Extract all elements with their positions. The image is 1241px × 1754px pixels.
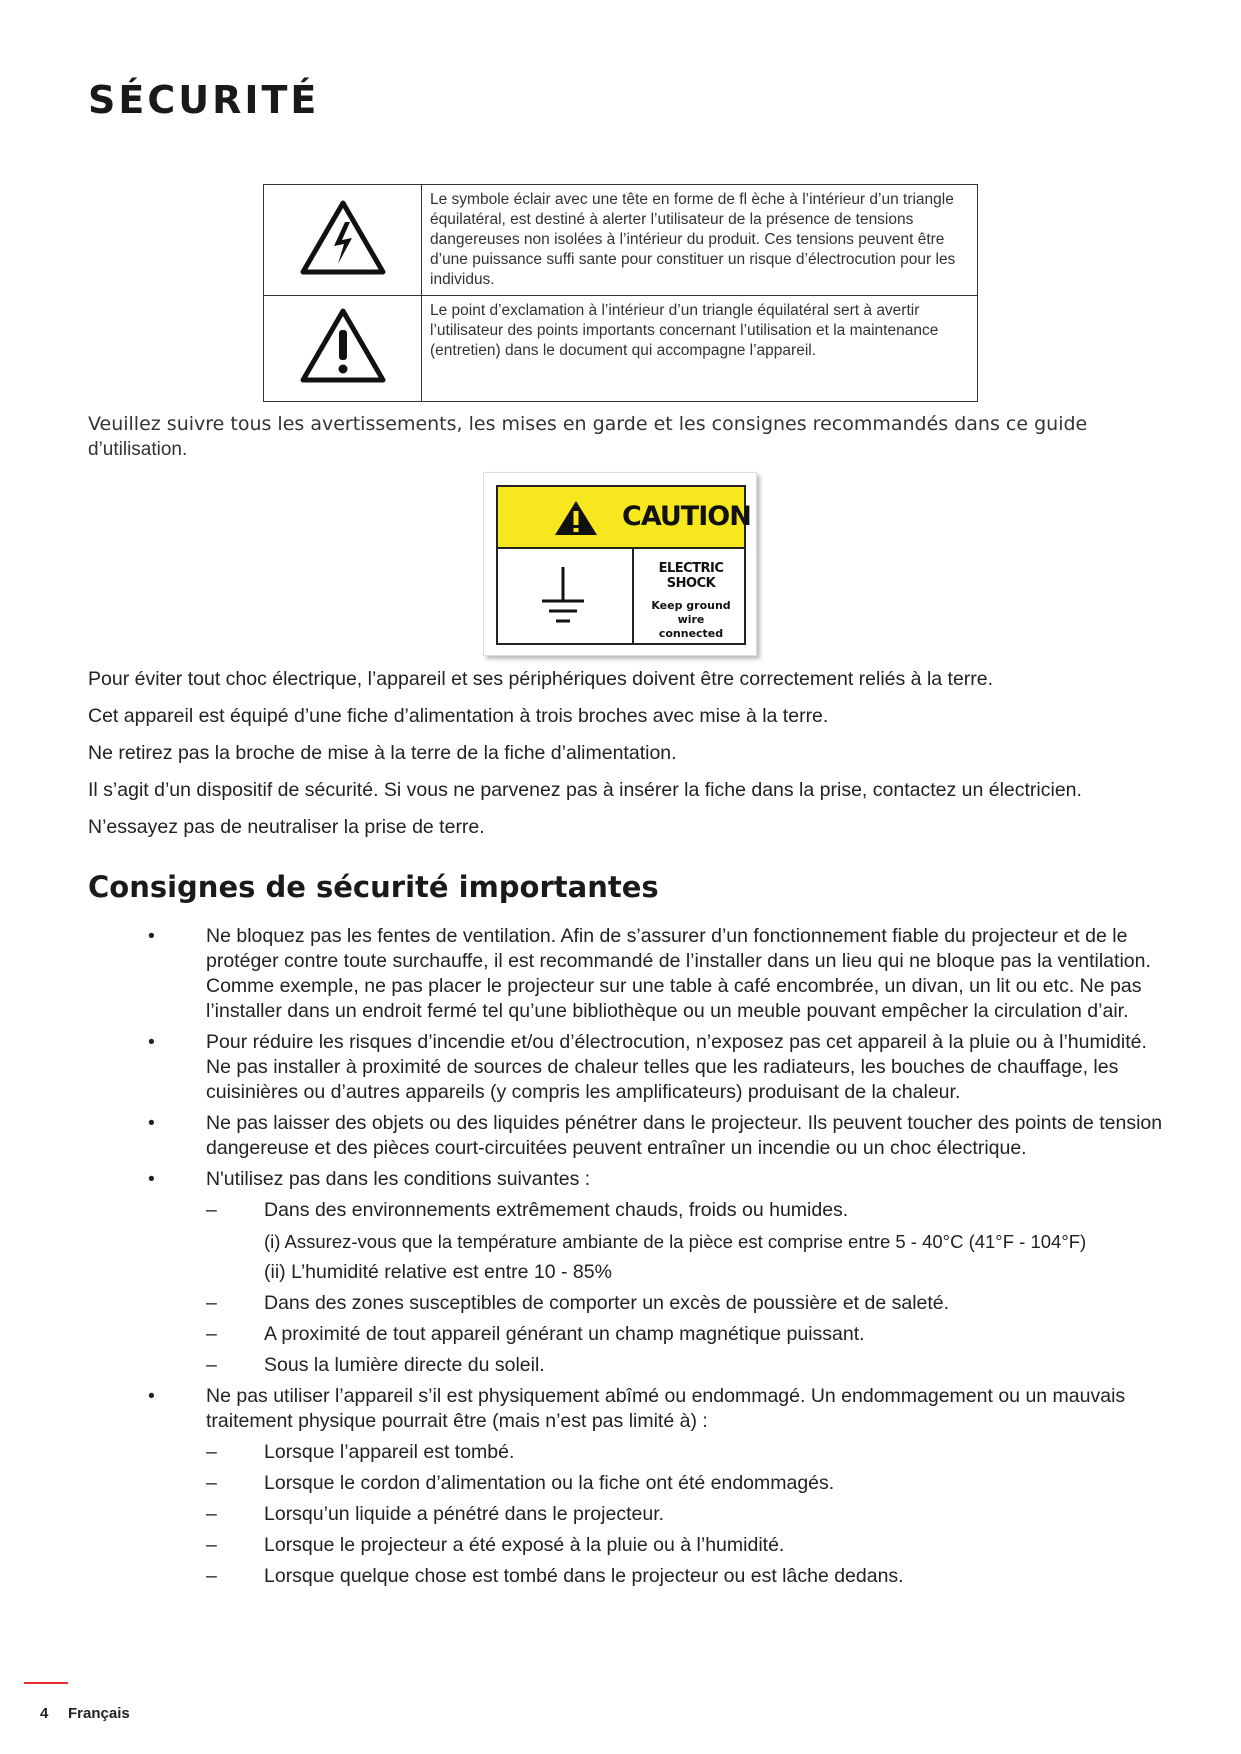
page-number: 4 bbox=[40, 1705, 49, 1722]
dash: – bbox=[206, 1534, 217, 1556]
paragraph: Il s’agit d’un dispositif de sécurité. Si vous ne parvenez pas à insérer la fiche dans la prise, contactez un électricien. bbox=[88, 779, 1082, 801]
sub-item bbox=[206, 1440, 1168, 1465]
dash: – bbox=[206, 1472, 217, 1494]
sub-item-text: Lorsque l’appareil est tombé. bbox=[264, 1441, 515, 1463]
bullet: • bbox=[148, 1168, 155, 1190]
bullet: • bbox=[148, 1031, 155, 1053]
list-item-text: Ne pas utiliser l’appareil s’il est physiquement abîmé ou endommagé. Un endommagement ou un mauvais traitement physique pourrait être (mais n’est pas limité à) : bbox=[206, 1385, 1126, 1432]
bullet: • bbox=[148, 925, 155, 947]
sub-item-text: Lorsque le projecteur a été exposé à la pluie ou à l’humidité. bbox=[264, 1534, 785, 1556]
footer-language: Français bbox=[68, 1705, 130, 1722]
dash: – bbox=[206, 1354, 217, 1376]
symbol-description: Le point d’exclamation à l’intérieur d’un triangle équilatéral sert à avertir l’utilisateur des points importants concernant l’utilisation et la maintenance (entretien) dans le document qui accompagne l’appareil. bbox=[422, 296, 978, 402]
sub-item-text: Lorsque le cordon d’alimentation ou la fiche ont été endommagés. bbox=[264, 1472, 835, 1494]
sub-item bbox=[206, 1502, 1168, 1527]
sub-item-text: Dans des environnements extrêmement chauds, froids ou humides. bbox=[264, 1199, 849, 1221]
list-item bbox=[88, 924, 1168, 1024]
sub-sub-item: (ii) L’humidité relative est entre 10 - 85% bbox=[264, 1261, 612, 1283]
sub-item-text: Sous la lumière directe du soleil. bbox=[264, 1354, 545, 1376]
list-item-text: Ne pas laisser des objets ou des liquides pénétrer dans le projecteur. Ils peuvent toucher des points de tension dangereuse et des pièces court-circuitées peuvent entraîner un incendie ou un choc électrique. bbox=[206, 1112, 1163, 1159]
list-item bbox=[88, 1030, 1168, 1105]
sub-item bbox=[206, 1471, 1168, 1496]
page-title: SÉCURITÉ bbox=[88, 78, 320, 122]
sub-item bbox=[206, 1198, 1168, 1223]
dash: – bbox=[206, 1441, 217, 1463]
list-item bbox=[88, 1167, 1168, 1192]
caution-note-line: connected bbox=[658, 627, 724, 640]
caution-banner bbox=[498, 487, 751, 549]
list-item-text: N'utilisez pas dans les conditions suivantes : bbox=[206, 1168, 591, 1190]
list-item bbox=[88, 1384, 1168, 1434]
lightning-triangle-icon bbox=[264, 185, 422, 296]
paragraph: Ne retirez pas la broche de mise à la terre de la fiche d’alimentation. bbox=[88, 742, 677, 764]
ground-icon bbox=[538, 565, 588, 629]
sub-item-text: Lorsqu’un liquide a pénétré dans le projecteur. bbox=[264, 1503, 665, 1525]
bullet: • bbox=[148, 1385, 155, 1407]
list-item bbox=[88, 1111, 1168, 1161]
sub-item bbox=[206, 1564, 1168, 1589]
dash: – bbox=[206, 1292, 217, 1314]
intro-line: d’utilisation. bbox=[88, 439, 188, 460]
symbol-row bbox=[264, 185, 978, 296]
dash: – bbox=[206, 1323, 217, 1345]
sub-item-text: Dans des zones susceptibles de comporter un excès de poussière et de saleté. bbox=[264, 1292, 950, 1314]
caution-heading: CAUTION bbox=[622, 501, 751, 532]
exclamation-triangle-icon bbox=[264, 296, 422, 402]
paragraph: Pour éviter tout choc électrique, l’appareil et ses périphériques doivent être correctement reliés à la terre. bbox=[88, 668, 994, 690]
dash: – bbox=[206, 1199, 217, 1221]
caution-note-line: Keep ground wire bbox=[651, 599, 731, 626]
symbol-description: Le symbole éclair avec une tête en forme de fl èche à l’intérieur d’un triangle équilatéral, est destiné à alerter l’utilisateur de la présence de tensions dangereuses non isolées à l’intérieur du produit. Ces tensions peuvent être d’une puissance suffi sante pour constituer un risque d’électrocution pour les individus. bbox=[422, 185, 978, 296]
caution-subheading: ELECTRIC SHOCK bbox=[658, 561, 724, 591]
intro-paragraph bbox=[88, 412, 1148, 462]
paragraph: Cet appareil est équipé d’une fiche d’alimentation à trois broches avec mise à la terre. bbox=[88, 705, 829, 727]
symbol-table bbox=[263, 184, 978, 402]
list-item-text: Pour réduire les risques d’incendie et/ou d’électrocution, n’exposez pas cet appareil à la pluie ou à l’humidité. Ne pas installer à proximité de sources de chaleur telles que les radiateurs, les bouches de chauffage, les cuisinières ou d’autres appareils (y compris les amplificateurs) produisant de la chaleur. bbox=[206, 1031, 1147, 1103]
sub-sub-item: (i) Assurez-vous que la température ambiante de la pièce est comprise entre 5 - 40°C (41°F - 104°F) bbox=[264, 1231, 1087, 1252]
sub-item bbox=[206, 1533, 1168, 1558]
intro-line: Veuillez suivre tous les avertissements, les mises en garde et les consignes recommandés dans ce guide bbox=[88, 413, 1088, 435]
dash: – bbox=[206, 1565, 217, 1587]
paragraph: N’essayez pas de neutraliser la prise de terre. bbox=[88, 816, 485, 838]
caution-label bbox=[483, 472, 757, 656]
list-item-text: Ne bloquez pas les fentes de ventilation. Afin de s’assurer d’un fonctionnement fiable du projecteur et de le protéger contre toute surchauffe, il est recommandé de l’installer dans un lieu qui ne bloque pas la ventilation. Comme exemple, ne pas placer le projecteur sur une table à café encombrée, un divan, un lit ou etc. Ne pas l’installer dans un endroit fermé tel qu’une bibliothèque ou un meuble pouvant empêcher la circulation d’air. bbox=[206, 925, 1151, 1022]
sub-item bbox=[206, 1353, 1168, 1378]
symbol-row bbox=[264, 296, 978, 402]
sub-item-text: Lorsque quelque chose est tombé dans le projecteur ou est lâche dedans. bbox=[264, 1565, 904, 1587]
sub-item-text: A proximité de tout appareil générant un champ magnétique puissant. bbox=[264, 1323, 865, 1345]
sub-item bbox=[206, 1291, 1168, 1316]
warning-icon bbox=[553, 499, 599, 537]
bullet: • bbox=[148, 1112, 155, 1134]
sub-item bbox=[206, 1322, 1168, 1347]
section-heading: Consignes de sécurité importantes bbox=[88, 870, 659, 904]
dash: – bbox=[206, 1503, 217, 1525]
safety-list bbox=[88, 924, 1168, 1595]
footer-accent-line bbox=[24, 1682, 68, 1684]
caution-note bbox=[638, 599, 744, 641]
